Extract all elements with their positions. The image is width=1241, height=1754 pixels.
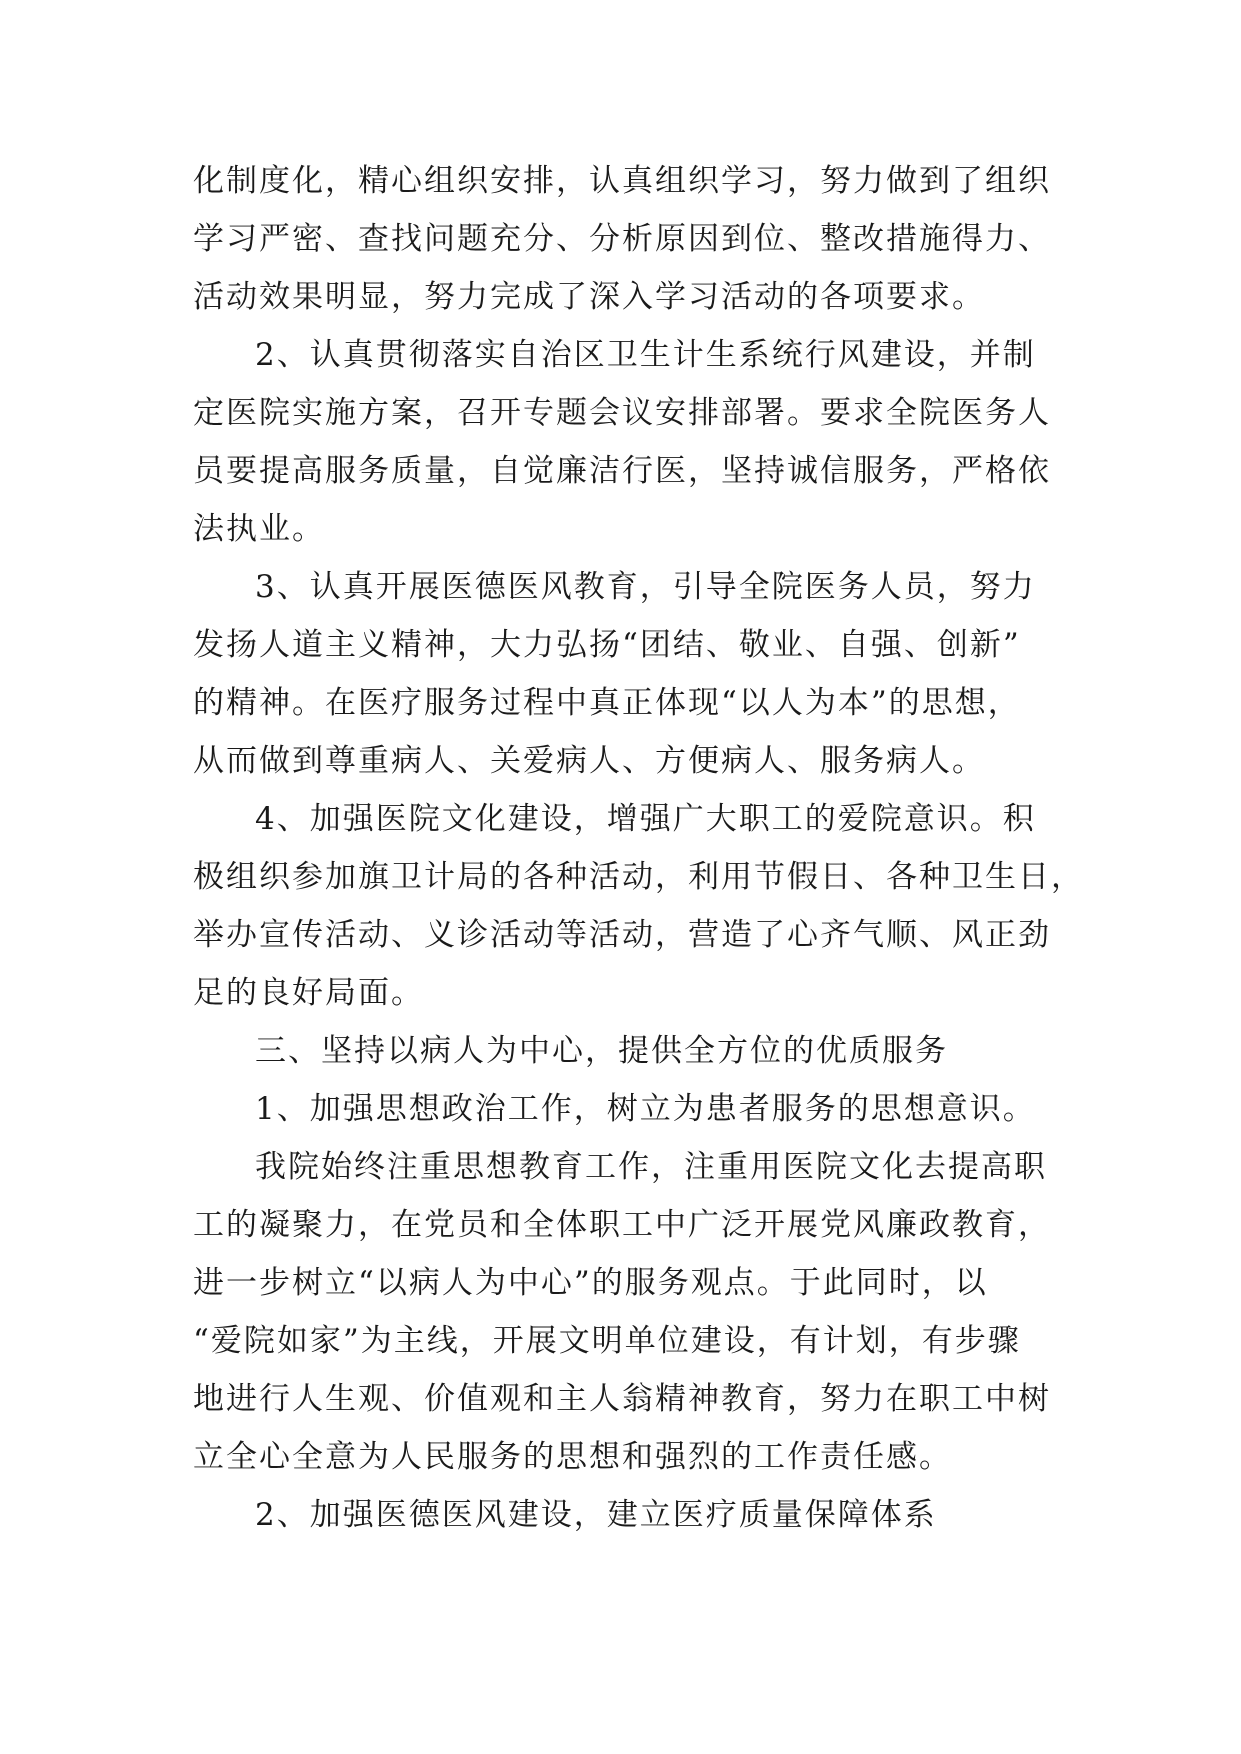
text-line: 的精神。在医疗服务过程中真正体现“以人为本”的思想， bbox=[193, 685, 1021, 721]
text-line: 法执业。 bbox=[193, 511, 325, 547]
text-line: 极组织参加旗卫计局的各种活动，利用节假日、各种卫生日， bbox=[193, 859, 1084, 895]
text-line: 我院始终注重思想教育工作，注重用医院文化去提高职 bbox=[255, 1149, 1047, 1185]
text-line: 工的凝聚力，在党员和全体职工中广泛开展党风廉政教育， bbox=[193, 1207, 1051, 1243]
text-line: 学习严密、查找问题充分、分析原因到位、整改措施得力、 bbox=[193, 221, 1051, 257]
text-line: 三、坚持以病人为中心，提供全方位的优质服务 bbox=[255, 1033, 948, 1069]
text-line: 员要提高服务质量，自觉廉洁行医，坚持诚信服务，严格依 bbox=[193, 453, 1051, 489]
text-line: 2、加强医德医风建设，建立医疗质量保障体系 bbox=[255, 1497, 937, 1533]
text-line: 4、加强医院文化建设，增强广大职工的爱院意识。积 bbox=[255, 801, 1036, 837]
text-line: 活动效果明显，努力完成了深入学习活动的各项要求。 bbox=[193, 279, 985, 315]
text-line: 发扬人道主义精神，大力弘扬“团结、敬业、自强、创新” bbox=[193, 627, 1021, 663]
text-line: 举办宣传活动、义诊活动等活动，营造了心齐气顺、风正劲 bbox=[193, 917, 1051, 953]
text-line: 3、认真开展医德医风教育，引导全院医务人员，努力 bbox=[255, 569, 1036, 605]
document-body bbox=[193, 152, 1084, 1544]
text-line: 定医院实施方案，召开专题会议安排部署。要求全院医务人 bbox=[193, 395, 1051, 431]
text-line: “爱院如家”为主线，开展文明单位建设，有计划，有步骤 bbox=[193, 1323, 1021, 1359]
text-line: 1、加强思想政治工作，树立为患者服务的思想意识。 bbox=[255, 1091, 1036, 1127]
text-line: 立全心全意为人民服务的思想和强烈的工作责任感。 bbox=[193, 1439, 952, 1475]
text-line: 从而做到尊重病人、关爱病人、方便病人、服务病人。 bbox=[193, 743, 985, 779]
text-line: 地进行人生观、价值观和主人翁精神教育，努力在职工中树 bbox=[193, 1381, 1051, 1417]
text-line: 化制度化，精心组织安排，认真组织学习，努力做到了组织 bbox=[193, 163, 1051, 199]
text-line: 进一步树立“以病人为中心”的服务观点。于此同时，以 bbox=[193, 1265, 988, 1301]
text-line: 2、认真贯彻落实自治区卫生计生系统行风建设，并制 bbox=[255, 337, 1036, 373]
text-line: 足的良好局面。 bbox=[193, 975, 424, 1011]
